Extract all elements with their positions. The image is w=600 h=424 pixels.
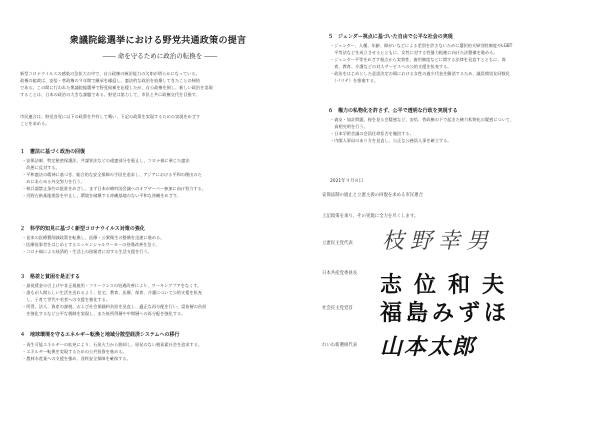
- intro-paragraph: [20, 70, 290, 98]
- list-item: ・ジェンダー平等をめざす視点から実効性、雇用制度などに関する法律を見直すとともに、保: [330, 57, 506, 62]
- list-item: 平等法などを成立させるとともに、女性に対する性暴力根絶に向けた法整備を進める。: [330, 50, 498, 55]
- list-item: ・農林水産業への支援を強め、食料安全保障を確保する。: [22, 356, 131, 361]
- party-label: 立憲民主党代表: [322, 241, 353, 246]
- section-heading-4: ４ 地球環境を守るエネルギー転換と地域分散型経済システムへの移行: [20, 332, 180, 338]
- list-item: ・森友・加計問題、桜を見る会疑惑など、安倍、菅政権の下で起きた権力私物化の疑惑について、: [330, 117, 515, 122]
- list-item: し、子育て世代や若者への支援を強化する。: [22, 297, 110, 302]
- intro-paragraph-2: [20, 113, 290, 127]
- list-item: を強化するなど公平な税制を実現し、また低所得層や中間層への再分配を強化する。: [22, 311, 186, 316]
- list-item: ・核兵器禁止条約の批准をめざし、まず日本が締約国会議へのオブザーバー参加に向け努力する。: [22, 186, 206, 191]
- signature: 山本太郎: [380, 334, 477, 360]
- document-title: 衆議院総選挙における野党共通政策の提言: [69, 36, 247, 46]
- party-label: 社会民主党党首: [322, 306, 353, 311]
- intro-line: である。この間に行われた衆議院総選挙で野党候補を応援したが、自公政権を倒し、新しい政治を実現: [20, 85, 213, 90]
- list-item: ・政治をはじめとした意思決定の場における女性の過少代表を解消するため、議員間男女同数化: [330, 71, 510, 76]
- intro-line: 政権の総裁は、安倍・菅政権の９年間で継承を繰返し、憲法的な政治を放棄してきたことの帰結: [20, 78, 201, 83]
- document-date: 2021年９月８日: [330, 179, 364, 184]
- list-item: ・内閣人事局のあり方を見直し、公正な公務員人事を確立する。: [330, 138, 452, 143]
- section-heading-1: １ 憲法に基づく政治の回復: [20, 149, 86, 155]
- list-item: ・所得、法人、資産の課税、および社会保険料負担を見直し、適正な再分配を行い、富裕層の負担: [22, 304, 207, 309]
- list-item: ・コロナ禍による経済的・生活上の困窮者に対する生活支援を行う。: [22, 249, 152, 254]
- party-label: 日本共産党委員長: [322, 271, 358, 276]
- signature: 福島みずほ: [380, 300, 511, 326]
- section-2-items: [22, 234, 164, 255]
- list-item: （パリテ）を推進する。: [330, 78, 379, 83]
- intro-line: することは、日本の政治の大きな課題である。野党は協力して、市民と共に政権交代を目指す。: [20, 92, 200, 97]
- section-5-items: [330, 42, 512, 84]
- list-item: ・日本学術会議の会員任命拒否を撤回する。: [330, 131, 414, 136]
- list-item: ・辺野古新基地建設を中止し、環境を破壊する沖縄基地のない平和な沖縄をめざす。: [22, 193, 181, 198]
- list-item: めにあらゆる外交努力を行う。: [22, 179, 85, 184]
- list-item: ・誰もが人間らしい生活を送れるよう、住宅、教育、医療、保育、介護について公的支援を拡充: [22, 290, 202, 295]
- section-heading-2: ２ 科学的知見に基づく新型コロナウイルス対策の強化: [20, 226, 145, 232]
- intro-line: 新型コロナウイルスの感染の急拡大の中で、自公政権の統治能力の欠如が明らかになっている。: [20, 71, 200, 76]
- section-1-items: [22, 157, 206, 199]
- party-label: れいわ新選組代表: [322, 343, 358, 348]
- list-item: ・最低賃金の引上げや非正規雇用・フリーランスの処遇改善により、ワーキングプアをなくす。: [22, 283, 202, 288]
- section-6-items: [330, 116, 514, 144]
- list-item: ・エネルギー転換を実現するための公共投資を進める。: [22, 349, 127, 354]
- signature: 枝野幸男: [382, 229, 495, 254]
- list-item: ・再生可能エネルギーの拡充により、石炭火力から脱却し、原発のない脱炭素社会を追求する。: [22, 342, 203, 347]
- issuing-organization: 安保法制の廃止と立憲主義の回復を求める市民連合: [322, 193, 423, 198]
- section-heading-3: ３ 格差と貧困を是正する: [20, 274, 81, 280]
- agreement-line: 上記政策を承り、その実現に全力を尽くします。: [322, 214, 419, 219]
- list-item: ・ジェンダー、人種、年齢、障がいなどによる差別を許さないために選択的夫婦別姓制度やLGBT: [330, 43, 513, 48]
- document-subtitle: ―― 命を守るために政治の転換を ――: [102, 52, 218, 60]
- list-item: 改悪に反対する。: [22, 165, 60, 170]
- intro-line: 市民連合は、野党各党に以下の政策を共有して戦い、下記の政策を実現するための実現をめざす: [20, 114, 201, 119]
- section-3-items: [22, 282, 206, 317]
- list-item: 育、教育、介護などの対人サービスへの公的支援を拡充する。: [330, 64, 452, 69]
- list-item: ・従来の医療費削減政策を転換し、医療・公衆衛生の整備を迅速に進める。: [22, 235, 165, 240]
- section-4-items: [22, 341, 202, 362]
- section-heading-5: ５ ジェンダー視点に基づいた自由で公平な社会の実現: [328, 34, 453, 40]
- signature: 志位和夫: [380, 272, 517, 298]
- intro-line: ことを求める。: [20, 121, 50, 126]
- section-heading-6: ６ 権力の私物化を許さず、公平で透明な行政を実現する: [328, 108, 458, 114]
- list-item: ・平和憲法の精神に基づき、総合的な安全保障の手段を追求し、アジアにおける平和の創出のた: [22, 172, 202, 177]
- list-item: ・安保法制、特定秘密保護法、共謀罪法などの違憲部分を廃止し、コロナ禍に乗じた憲法: [22, 158, 190, 163]
- list-item: 真相究明を行う。: [330, 124, 368, 129]
- list-item: ・医療従事者をはじめとするエッセンシャルワーカーの待遇改善を急ぐ。: [22, 242, 160, 247]
